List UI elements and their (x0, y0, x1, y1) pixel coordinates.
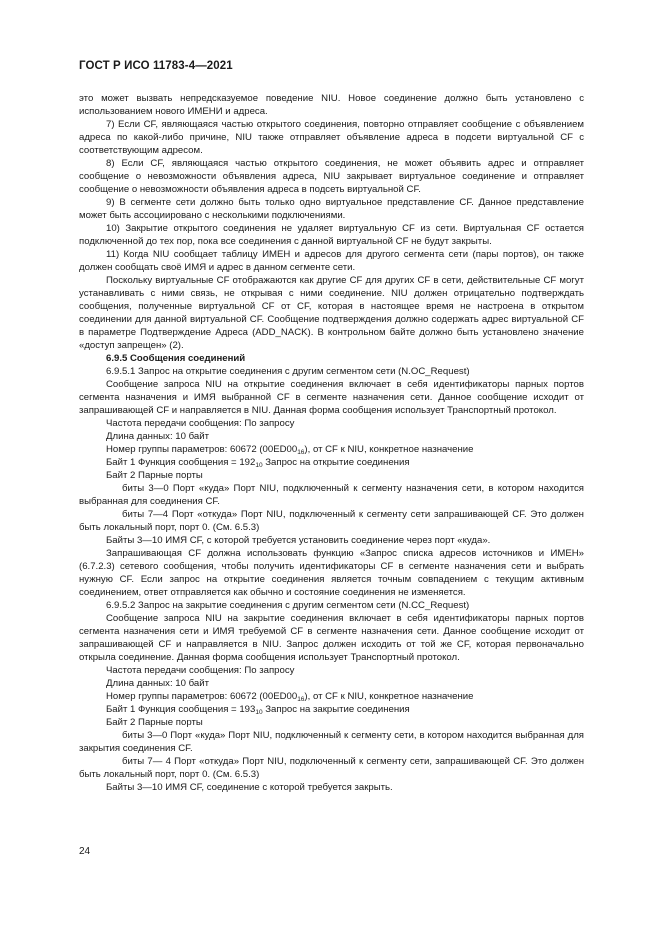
list-item-7: 7) Если CF, являющаяся частью открытого соединения, повторно отправляет сообщение с объявлением адреса по какой-либо причине, NIU также отправляет объявление адреса в подсети виртуальной CF с соответствующим адресом. (79, 119, 584, 156)
close-request-length: Длина данных: 10 байт (106, 678, 210, 689)
list-item-11: 11) Когда NIU сообщает таблицу ИМЕН и адресов для другого сегмента сети (пары портов), он также должен сообщать своё ИМЯ и адрес в данном сегменте сети. (79, 249, 584, 273)
open-request-length: Длина данных: 10 байт (106, 431, 210, 442)
page-body (79, 92, 584, 794)
paragraph-virtual-cf: Поскольку виртуальные CF отображаются как другие CF для других CF в сети, действительные CF могут устанавливать с ними связь, не открывая с ними соединение. NIU должен отрицательно подтверждать сообщения, полученные виртуальной CF от CF, которая в настоящее время не настроена в открытом соединении для данной виртуальной CF. Сообщение подтверждения должно содержать адрес виртуальной CF в параметре Подтверждение Адреса (ADD_NACK). В контрольном байте должно быть установлено значение «доступ запрещен» (2). (79, 275, 584, 351)
open-request-byte1: Байт 1 Функция сообщения = $192_{10}$ Запрос на открытие соединения (106, 457, 410, 469)
list-item-8: 8) Если CF, являющаяся частью открытого соединения, не может объявить адрес и отправляет сообщение о невозможности объявления адреса, NIU закрывает виртуальное соединение и отправляет сообщение о невозможности объявления адреса в подсеть виртуальной CF. (79, 158, 584, 195)
open-request-byte2: Байт 2 Парные порты (106, 470, 203, 481)
open-request-bits-3-0: биты 3—0 Порт «куда» Порт NIU, подключенный к сегменту назначения сети, в котором находится выбранная для соединения CF. (79, 483, 584, 507)
close-request-bytes-3-10: Байты 3—10 ИМЯ CF, соединение с которой требуется закрыть. (106, 782, 393, 793)
close-request-bits-3-0: биты 3—0 Порт «куда» Порт NIU, подключенный к сегменту сети, в котором находится выбранная для закрытия соединения CF. (79, 730, 584, 754)
close-request-description: Сообщение запроса NIU на закрытие соединения включает в себя идентификаторы парных портов сегмента назначения сети и ИМЯ требуемой CF в сегменте назначения сети. Данное сообщение исходит от запрашивающей CF и направляется в NIU. Запрос должен исходить от той же CF, которая первоначально открыла соединение. Данная форма сообщения использует Транспортный протокол. (79, 613, 584, 663)
open-request-bits-7-4: биты 7—4 Порт «откуда» Порт NIU, подключенный к сегменту сети запрашивающей CF. Это должен быть локальный порт, порт 0. (См. 6.5.3) (79, 509, 584, 533)
open-request-note: Запрашивающая CF должна использовать функцию «Запрос списка адресов источников и ИМЕН» (6.7.2.3) сетевого сообщения, чтобы получить идентификаторы CF в сегменте назначения сети и выбрать нужную CF. Если запрос на открытие соединения является точным совпадением с текущим активным соединением, ответ отправляется как обычно и состояние соединения не изменяется. (79, 548, 584, 598)
list-item-10: 10) Закрытие открытого соединения не удаляет виртуальную CF из сети. Виртуальная CF остается подключенной до тех пор, пока все соединения с данной виртуальной CF не будут закрыты. (79, 223, 584, 247)
page-number: 24 (79, 846, 91, 857)
close-request-bits-7-4: биты 7— 4 Порт «откуда» Порт NIU, подключенный к сегменту сети, запрашивающей CF. Это должен быть локальный порт, порт 0. (См. 6.5.3) (79, 756, 584, 780)
section-heading-6-9-5: 6.9.5 Сообщения соединений (106, 353, 246, 364)
close-request-byte1: Байт 1 Функция сообщения = $193_{10}$ Запрос на закрытие соединения (106, 704, 410, 716)
open-request-pgn: Номер группы параметров: 60672 $(00ED00_{16})$, от CF к NIU, конкретное назначение (106, 444, 474, 456)
close-request-byte2: Байт 2 Парные порты (106, 717, 203, 728)
subsection-heading-6-9-5-1: 6.9.5.1 Запрос на открытие соединения с другим сегментом сети (N.OC_Request) (106, 366, 470, 377)
list-item-9: 9) В сегменте сети должно быть только одно виртуальное представление CF. Данное представление может быть ассоциировано с несколькими подключениями. (79, 197, 584, 221)
close-request-frequency: Частота передачи сообщения: По запросу (106, 665, 295, 676)
open-request-description: Сообщение запроса NIU на открытие соединения включает в себя идентификаторы парных портов сегмента назначения и ИМЯ выбранной CF в сегменте назначения сети. Данное сообщение исходит от запрашивающей CF и направляется в NIU. Данная форма сообщения использует Транспортный протокол. (79, 379, 584, 416)
open-request-bytes-3-10: Байты 3—10 ИМЯ CF, с которой требуется установить соединение через порт «куда». (106, 535, 491, 546)
close-request-pgn: Номер группы параметров: 60672 $(00ED00_{16})$, от CF к NIU, конкретное назначение (106, 691, 474, 703)
open-request-frequency: Частота передачи сообщения: По запросу (106, 418, 295, 429)
subsection-heading-6-9-5-2: 6.9.5.2 Запрос на закрытие соединения с другим сегментом сети (N.CC_Request) (106, 600, 470, 611)
paragraph-continuation: это может вызвать непредсказуемое поведение NIU. Новое соединение должно быть установлено с использованием нового ИМЕНИ и адреса. (79, 93, 584, 117)
document-header: ГОСТ Р ИСО 11783-4—2021 (79, 60, 233, 72)
